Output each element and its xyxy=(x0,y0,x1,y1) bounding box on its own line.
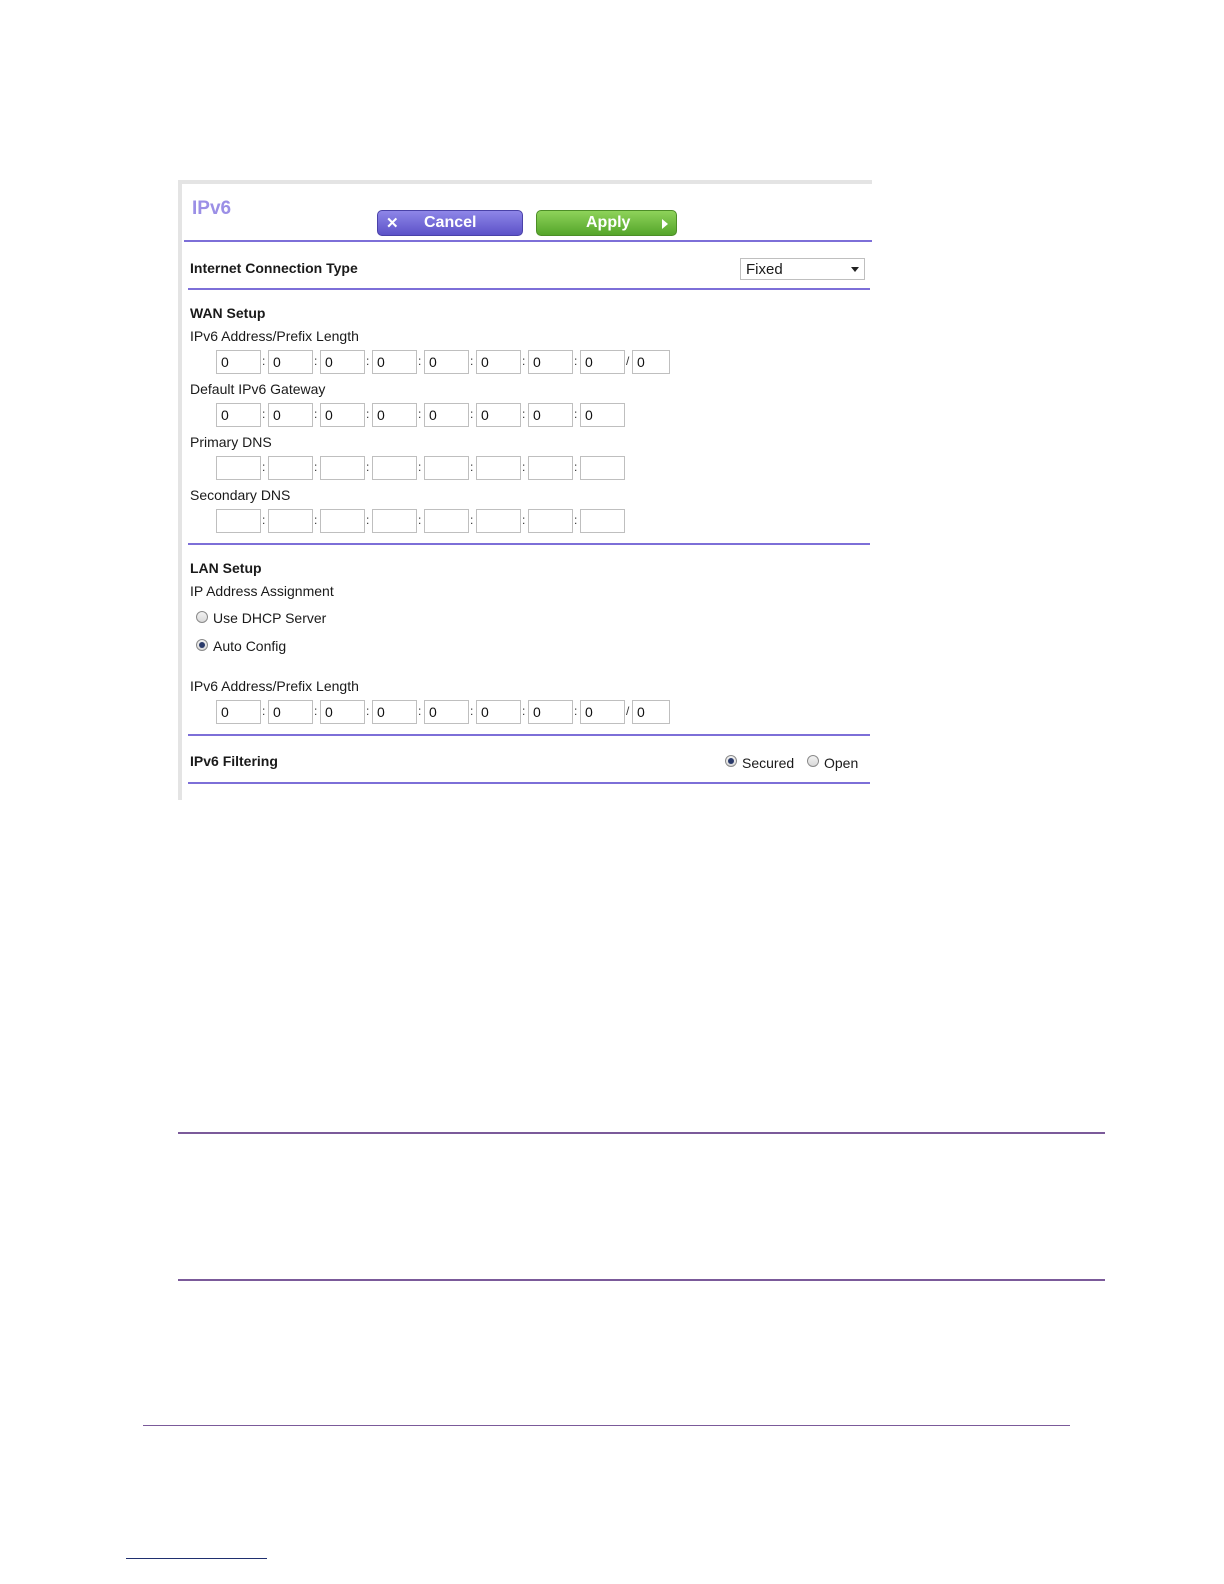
ip-segment-input[interactable] xyxy=(216,700,261,724)
secured-radio[interactable] xyxy=(725,755,737,767)
colon-separator: : xyxy=(314,354,318,368)
chevron-down-icon xyxy=(851,267,859,272)
ip-segment-value: 0 xyxy=(429,407,437,423)
auto-config-label: Auto Config xyxy=(213,638,287,654)
colon-separator: : xyxy=(470,513,474,527)
ip-segment-input[interactable] xyxy=(216,350,261,374)
divider xyxy=(188,288,870,290)
colon-separator: : xyxy=(418,704,422,718)
ip-segment-value: 0 xyxy=(481,704,489,720)
ip-segment-value: 0 xyxy=(325,407,333,423)
ip-segment-value: 0 xyxy=(221,407,229,423)
ip-segment-value: 0 xyxy=(273,354,281,370)
ip-segment-value: 0 xyxy=(585,407,593,423)
ipv6-settings-panel xyxy=(178,180,872,800)
ip-segment-input[interactable] xyxy=(268,350,313,374)
colon-separator: : xyxy=(418,407,422,421)
colon-separator: : xyxy=(366,407,370,421)
ip-segment-value: 0 xyxy=(221,704,229,720)
ip-segment-value: 0 xyxy=(585,704,593,720)
footer-link-underline xyxy=(126,1558,267,1559)
ip-segment-input[interactable] xyxy=(580,403,625,427)
ip-segment-input[interactable] xyxy=(372,403,417,427)
ip-segment-input[interactable] xyxy=(424,403,469,427)
note-top-rule xyxy=(178,1132,1105,1134)
ip-segment-value: 0 xyxy=(221,354,229,370)
ip-segment-input[interactable] xyxy=(372,350,417,374)
colon-separator: : xyxy=(366,513,370,527)
ip-segment-input[interactable] xyxy=(424,700,469,724)
ip-segment-input[interactable] xyxy=(424,509,469,533)
page-title: IPv6 xyxy=(192,198,232,219)
colon-separator: : xyxy=(470,460,474,474)
ip-segment-input[interactable] xyxy=(320,456,365,480)
ip-segment-value: 0 xyxy=(377,354,385,370)
colon-separator: : xyxy=(418,513,422,527)
slash-separator: / xyxy=(626,354,630,368)
colon-separator: : xyxy=(314,513,318,527)
wan-ipv6-label: IPv6 Address/Prefix Length xyxy=(190,328,359,344)
ip-segment-value: 0 xyxy=(273,704,281,720)
apply-button-label: Apply xyxy=(586,214,631,231)
ip-segment-input[interactable] xyxy=(424,350,469,374)
colon-separator: : xyxy=(574,460,578,474)
dhcp-server-radio[interactable] xyxy=(196,611,208,623)
prefix-length-input[interactable] xyxy=(632,350,670,374)
ip-segment-value: 0 xyxy=(533,407,541,423)
ip-segment-value: 0 xyxy=(429,354,437,370)
ip-segment-input[interactable] xyxy=(268,403,313,427)
ip-segment-value: 0 xyxy=(585,354,593,370)
colon-separator: : xyxy=(522,407,526,421)
ip-segment-input[interactable] xyxy=(424,456,469,480)
close-icon: ✕ xyxy=(386,215,399,232)
ip-segment-input[interactable] xyxy=(372,456,417,480)
ip-segment-input[interactable] xyxy=(268,509,313,533)
ip-assignment-label: IP Address Assignment xyxy=(190,583,334,599)
ip-segment-value: 0 xyxy=(377,704,385,720)
ip-segment-input[interactable] xyxy=(476,509,521,533)
secondary-dns-label: Secondary DNS xyxy=(190,487,291,503)
colon-separator: : xyxy=(574,513,578,527)
ip-segment-input[interactable] xyxy=(476,350,521,374)
ip-segment-input[interactable] xyxy=(372,700,417,724)
ip-segment-value: 0 xyxy=(481,407,489,423)
connection-type-value: Fixed xyxy=(746,261,783,278)
slash-separator: / xyxy=(626,704,630,718)
prefix-length-input[interactable] xyxy=(632,700,670,724)
ip-segment-input[interactable] xyxy=(580,700,625,724)
colon-separator: : xyxy=(314,407,318,421)
colon-separator: : xyxy=(470,354,474,368)
ip-segment-input[interactable] xyxy=(528,509,573,533)
auto-config-radio[interactable] xyxy=(196,639,208,651)
cancel-button[interactable] xyxy=(377,210,523,236)
ip-segment-value: 0 xyxy=(481,354,489,370)
colon-separator: : xyxy=(470,407,474,421)
apply-button[interactable] xyxy=(536,210,677,236)
ip-segment-input[interactable] xyxy=(476,700,521,724)
dhcp-server-label: Use DHCP Server xyxy=(213,610,327,626)
lan-ipv6-label: IPv6 Address/Prefix Length xyxy=(190,678,359,694)
ip-segment-input[interactable] xyxy=(268,456,313,480)
colon-separator: : xyxy=(574,354,578,368)
ip-segment-input[interactable] xyxy=(476,403,521,427)
colon-separator: : xyxy=(522,460,526,474)
colon-separator: : xyxy=(522,354,526,368)
ip-segment-value: 0 xyxy=(533,704,541,720)
ip-segment-input[interactable] xyxy=(528,350,573,374)
colon-separator: : xyxy=(262,460,266,474)
colon-separator: : xyxy=(418,460,422,474)
ip-segment-input[interactable] xyxy=(580,350,625,374)
ip-segment-input[interactable] xyxy=(580,456,625,480)
ip-segment-input[interactable] xyxy=(476,456,521,480)
ip-segment-input[interactable] xyxy=(320,350,365,374)
connection-type-select[interactable] xyxy=(740,258,865,280)
ip-segment-value: 0 xyxy=(533,354,541,370)
ip-segment-input[interactable] xyxy=(320,700,365,724)
ip-segment-value: 0 xyxy=(325,354,333,370)
footer-rule xyxy=(143,1425,1070,1426)
colon-separator: : xyxy=(366,460,370,474)
colon-separator: : xyxy=(314,704,318,718)
ip-segment-value: 0 xyxy=(377,407,385,423)
ip-segment-input[interactable] xyxy=(528,456,573,480)
prefix-length-value: 0 xyxy=(637,704,645,720)
colon-separator: : xyxy=(262,354,266,368)
ip-segment-input[interactable] xyxy=(372,509,417,533)
open-label: Open xyxy=(824,755,859,771)
divider xyxy=(188,782,870,784)
colon-separator: : xyxy=(522,513,526,527)
ip-segment-input[interactable] xyxy=(216,509,261,533)
ip-segment-input[interactable] xyxy=(216,456,261,480)
ip-segment-input[interactable] xyxy=(528,700,573,724)
ip-segment-input[interactable] xyxy=(528,403,573,427)
ip-segment-input[interactable] xyxy=(320,509,365,533)
wan-gateway-label: Default IPv6 Gateway xyxy=(190,381,326,397)
divider xyxy=(188,734,870,736)
colon-separator: : xyxy=(366,354,370,368)
ipv6-filtering-label: IPv6 Filtering xyxy=(190,753,278,769)
colon-separator: : xyxy=(418,354,422,368)
prefix-length-value: 0 xyxy=(637,354,645,370)
colon-separator: : xyxy=(262,704,266,718)
colon-separator: : xyxy=(574,704,578,718)
colon-separator: : xyxy=(470,704,474,718)
ip-segment-input[interactable] xyxy=(216,403,261,427)
ip-segment-value: 0 xyxy=(429,704,437,720)
divider xyxy=(184,240,872,242)
ip-segment-value: 0 xyxy=(273,407,281,423)
ip-segment-value: 0 xyxy=(325,704,333,720)
ip-segment-input[interactable] xyxy=(268,700,313,724)
connection-type-label: Internet Connection Type xyxy=(190,260,358,276)
play-arrow-icon xyxy=(662,219,668,229)
colon-separator: : xyxy=(314,460,318,474)
colon-separator: : xyxy=(522,704,526,718)
secured-label: Secured xyxy=(742,755,795,771)
divider xyxy=(188,543,870,545)
ip-segment-input[interactable] xyxy=(320,403,365,427)
colon-separator: : xyxy=(366,704,370,718)
lan-setup-heading: LAN Setup xyxy=(190,560,262,576)
colon-separator: : xyxy=(262,513,266,527)
colon-separator: : xyxy=(262,407,266,421)
note-bottom-rule xyxy=(178,1279,1105,1281)
ip-segment-input[interactable] xyxy=(580,509,625,533)
open-radio[interactable] xyxy=(807,755,819,767)
primary-dns-label: Primary DNS xyxy=(190,434,272,450)
colon-separator: : xyxy=(574,407,578,421)
wan-setup-heading: WAN Setup xyxy=(190,305,266,321)
cancel-button-label: Cancel xyxy=(424,214,477,231)
